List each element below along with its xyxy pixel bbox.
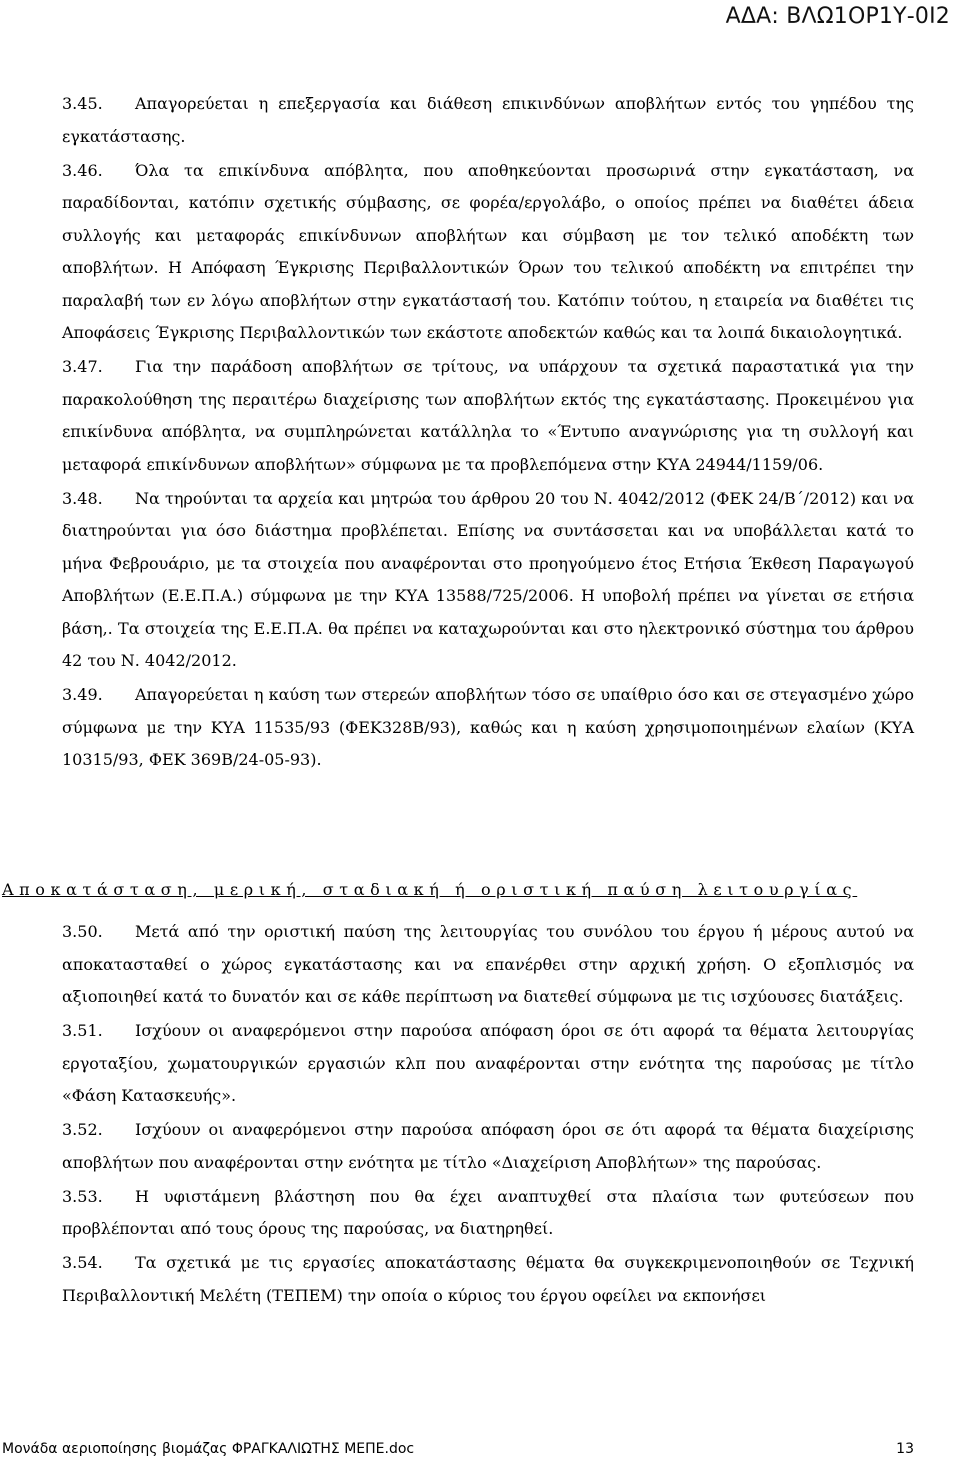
paragraph-number: 3.45.	[62, 94, 103, 113]
paragraph-text: Τα σχετικά με τις εργασίες αποκατάστασης θέματα θα συγκεκριμενοποιηθούν σε Τεχνική Περιβαλλοντική Μελέτη (ΤΕΠΕΜ) την οποία ο κύριος του έργου οφείλει να εκπονήσει	[62, 1253, 914, 1305]
paragraph-3-50	[62, 916, 914, 1014]
paragraph-text: Μετά από την οριστική παύση της λειτουργίας του συνόλου του έργου ή μέρους αυτού να αποκατασταθεί ο χώρος εγκατάστασης και να επανέρθει στην αρχική χρήση. Ο εξοπλισμός να αξιοποιηθεί κατά το δυνατόν και σε κάθε περίπτωση να διατεθεί σύμφωνα με τις ισχύουσες διατάξεις.	[62, 922, 914, 1006]
paragraph-3-48	[62, 483, 914, 678]
paragraph-number: 3.49.	[62, 685, 103, 704]
ada-code: ΑΔΑ: ΒΛΩ1ΟΡ1Υ-0Ι2	[725, 4, 950, 29]
paragraph-number: 3.53.	[62, 1186, 103, 1206]
document-body-part1	[62, 88, 914, 778]
section-heading: Αποκατάσταση, μερική, σταδιακή ή οριστική παύση λειτουργίας	[2, 880, 858, 899]
paragraph-text: Απαγορεύεται η καύση των στερεών αποβλήτων τόσο σε υπαίθριο όσο και σε στεγασμένο χώρο σύμφωνα με την ΚΥΑ 11535/93 (ΦΕΚ328Β/93), καθώς και η καύση χρησιμοποιημένων ελαίων (ΚΥΑ 10315/93, ΦΕΚ 369Β/24-05-93).	[62, 685, 914, 769]
paragraph-number: 3.46.	[62, 160, 103, 180]
paragraph-text: Απαγορεύεται η επεξεργασία και διάθεση επικινδύνων αποβλήτων εντός του γηπέδου της εγκατάστασης.	[62, 94, 914, 146]
footer-filename: Μονάδα αεριοποίησης βιομάζας ΦΡΑΓΚΑΛΙΩΤΗΣ ΜΕΠΕ.doc	[2, 1441, 415, 1457]
page-number: 13	[896, 1441, 914, 1457]
paragraph-3-47	[62, 351, 914, 481]
paragraph-number: 3.54.	[62, 1253, 103, 1272]
paragraph-3-51	[62, 1015, 914, 1113]
paragraph-3-49	[62, 679, 914, 777]
paragraph-3-53	[62, 1181, 914, 1246]
paragraph-text: Για την παράδοση αποβλήτων σε τρίτους, να υπάρχουν τα σχετικά παραστατικά για την παρακολούθηση της περαιτέρω διαχείρισης των αποβλήτων εκτός της εγκατάστασης. Προκειμένου για επικίνδυνα απόβλητα, να συμπληρώνεται κατάλληλα το «Έντυπο αναγνώρισης για τη συλλογή και μεταφορά επικίνδυνων αποβλήτων» σύμφωνα με τα προβλεπόμενα στην ΚΥΑ 24944/1159/06.	[62, 357, 914, 474]
paragraph-3-52	[62, 1114, 914, 1179]
paragraph-text: Ισχύουν οι αναφερόμενοι στην παρούσα απόφαση όροι σε ότι αφορά τα θέματα λειτουργίας εργοταξίου, χωματουργικών εργασιών κλπ που αναφέρονται στην ενότητα της παρούσας με τίτλο «Φάση Κατασκευής».	[62, 1021, 914, 1105]
paragraph-number: 3.50.	[62, 922, 103, 941]
paragraph-text: Να τηρούνται τα αρχεία και μητρώα του άρθρου 20 του Ν. 4042/2012 (ΦΕΚ 24/Β΄/2012) και να διατηρούνται για όσο διάστημα προβλέπεται. Επίσης να συντάσσεται και να υποβάλλεται κατά το μήνα Φεβρουάριο, με τα στοιχεία που αναφέρονται στο προηγούμενο έτος Ετήσια Έκθεση Παραγωγού Αποβλήτων (Ε.Ε.Π.Α.) σύμφωνα με την ΚΥΑ 13588/725/2006. Η υποβολή πρέπει να γίνεται σε ετήσια βάση,. Τα στοιχεία της Ε.Ε.Π.Α. θα πρέπει να καταχωρούνται και στο ηλεκτρονικό σύστημα του άρθρου 42 του Ν. 4042/2012.	[62, 488, 914, 670]
paragraph-text: Η υφιστάμενη βλάστηση που θα έχει αναπτυχθεί στα πλαίσια των φυτεύσεων που προβλέπονται από τους όρους της παρούσας, να διατηρηθεί.	[62, 1186, 914, 1238]
paragraph-text: Όλα τα επικίνδυνα απόβλητα, που αποθηκεύονται προσωρινά στην εγκατάσταση, να παραδίδονται, κατόπιν σχετικής σύμβασης, σε φορέα/εργολάβο, ο οποίος πρέπει να διαθέτει άδεια συλλογής και μεταφοράς επικίνδυνων αποβλήτων και σύμβαση με τον τελικό αποδέκτη των αποβλήτων. Η Απόφαση Έγκρισης Περιβαλλοντικών Όρων του τελικού αποδέκτη να επιτρέπει την παραλαβή των εν λόγω αποβλήτων στην εγκατάστασή του. Κατόπιν τούτου, η εταιρεία να διαθέτει τις Αποφάσεις Έγκρισης Περιβαλλοντικών των εκάστοτε αποδεκτών καθώς και τα λοιπά δικαιολογητικά.	[62, 160, 914, 342]
paragraph-3-45	[62, 88, 914, 153]
document-body-part2	[62, 916, 914, 1314]
paragraph-number: 3.48.	[62, 488, 103, 508]
paragraph-number: 3.51.	[62, 1021, 103, 1040]
paragraph-number: 3.47.	[62, 357, 103, 376]
paragraph-text: Ισχύουν οι αναφερόμενοι στην παρούσα απόφαση όροι σε ότι αφορά τα θέματα διαχείρισης αποβλήτων που αναφέρονται στην ενότητα με τίτλο «Διαχείριση Αποβλήτων» της παρούσας.	[62, 1120, 914, 1172]
paragraph-3-54	[62, 1247, 914, 1312]
paragraph-number: 3.52.	[62, 1120, 103, 1139]
page-footer	[2, 1441, 914, 1457]
paragraph-3-46	[62, 155, 914, 350]
